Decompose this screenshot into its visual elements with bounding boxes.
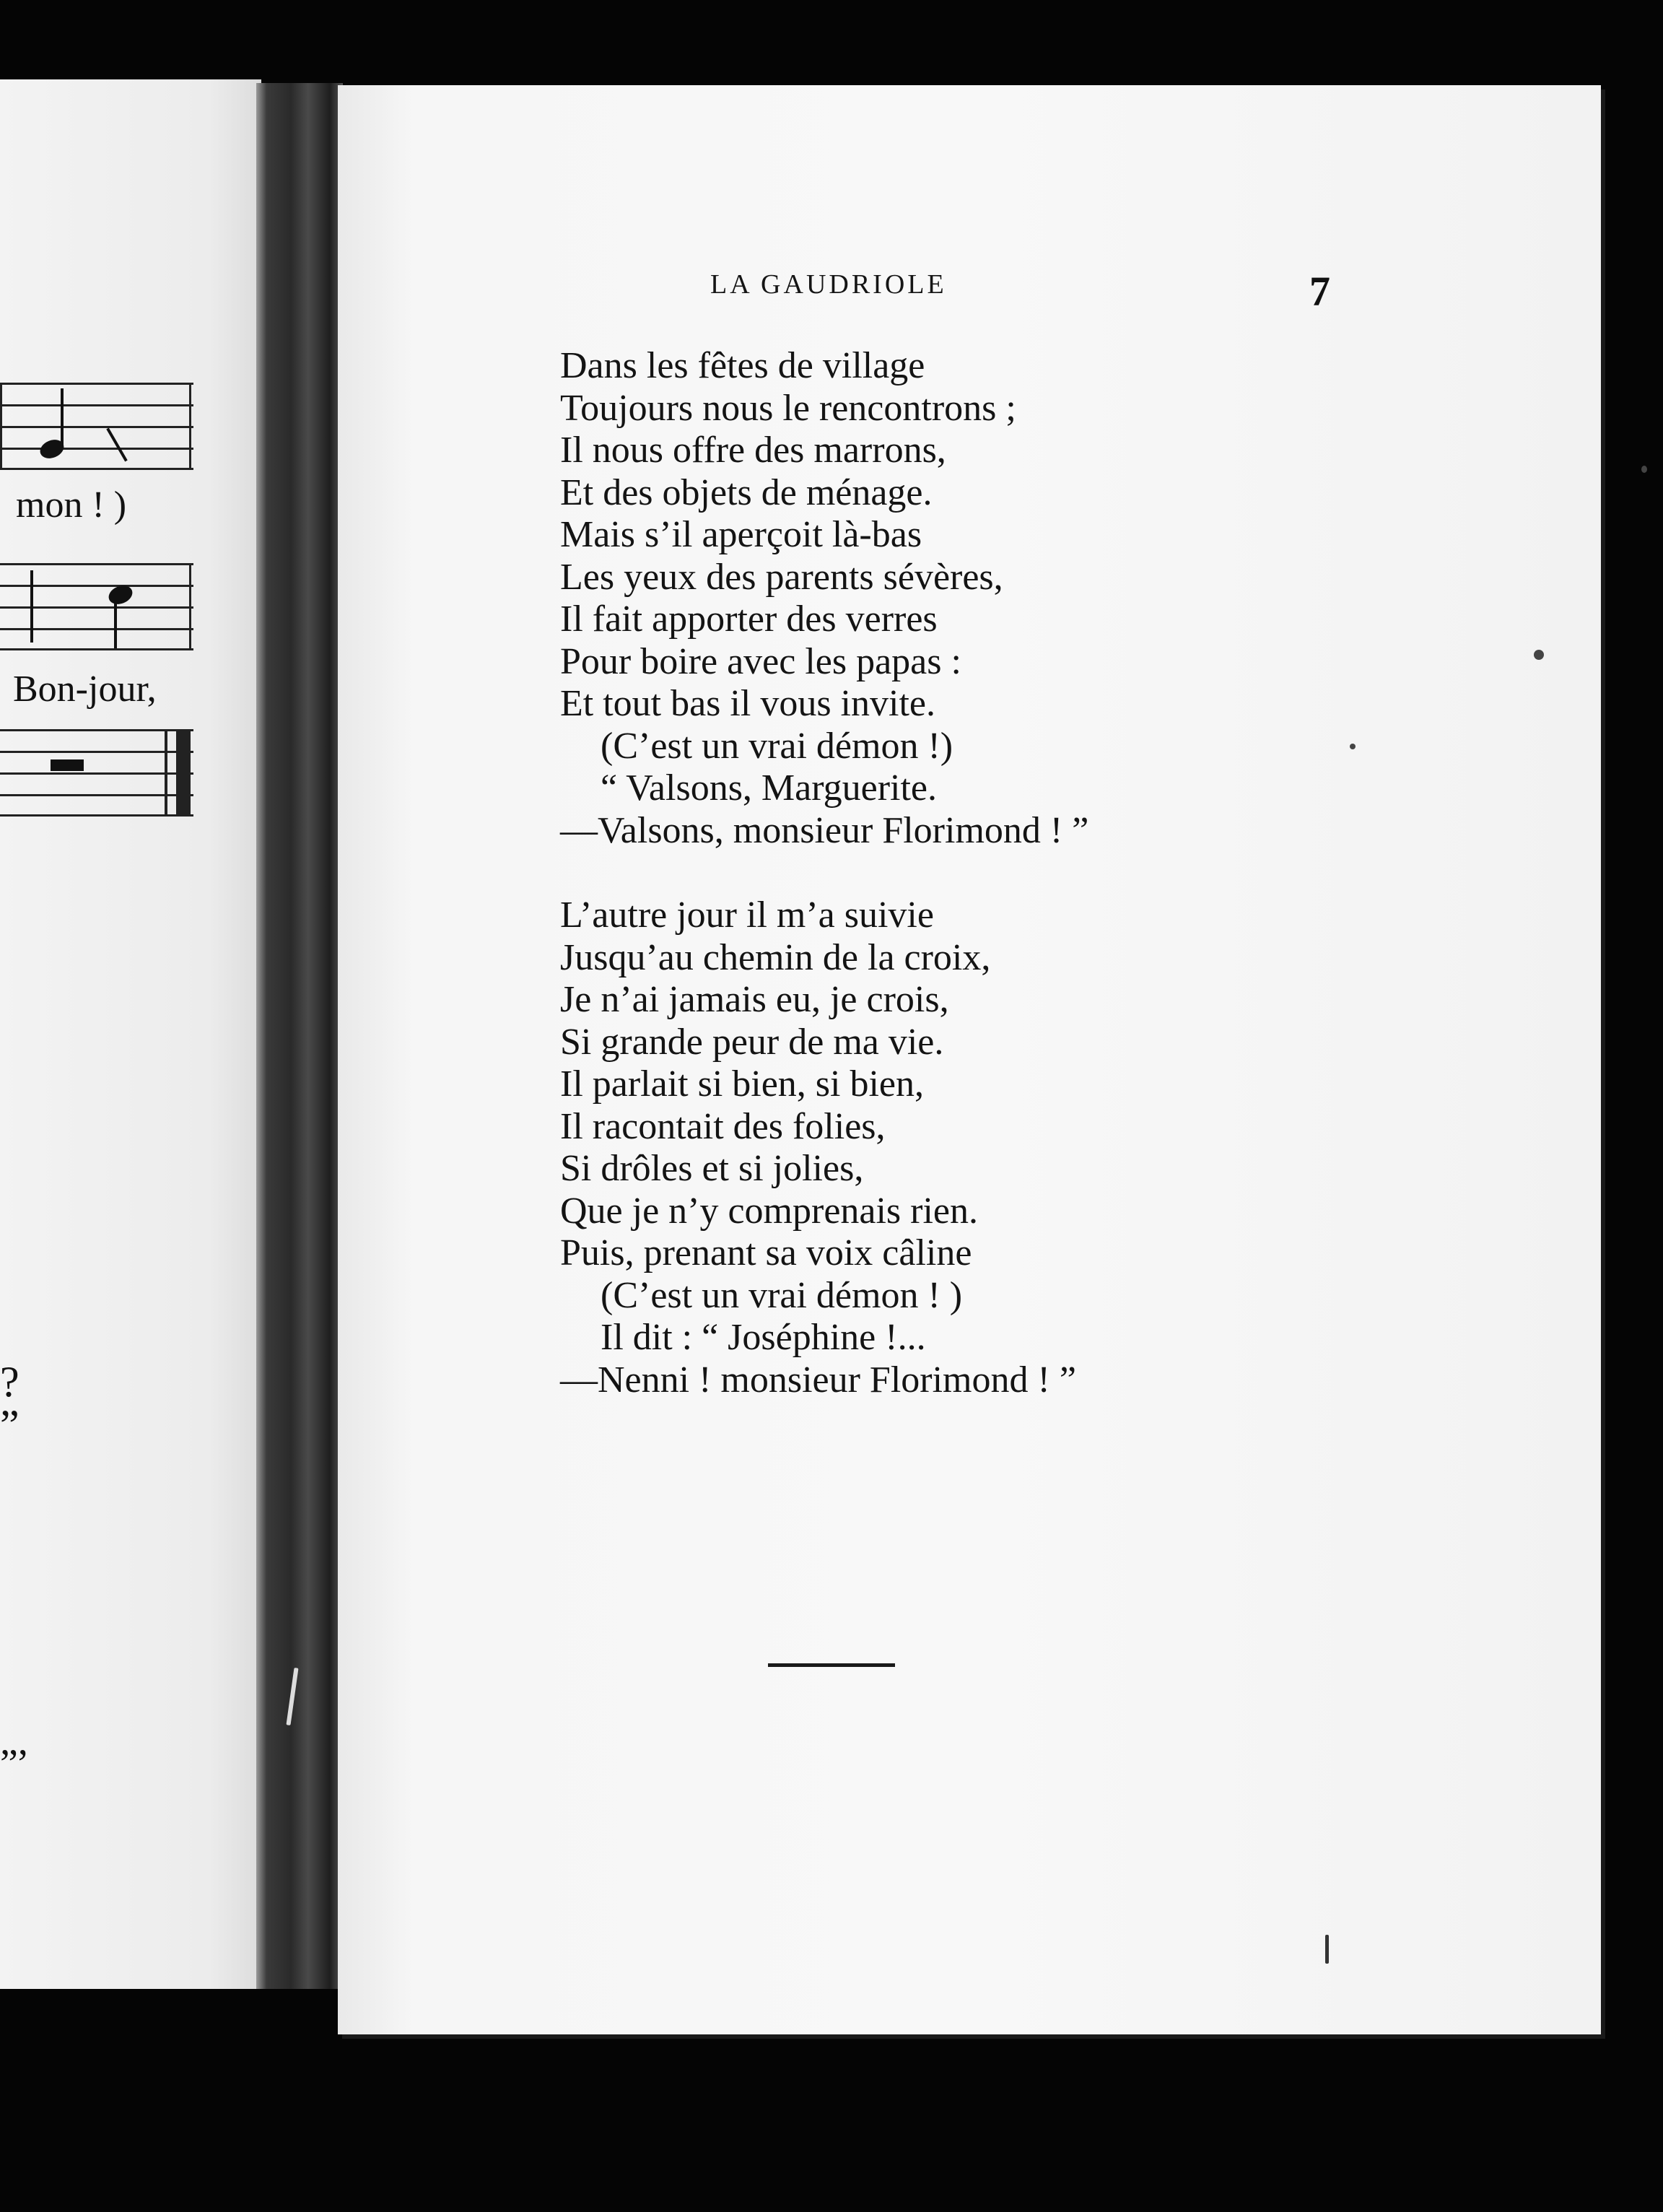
verse-line: Il dit : “ Joséphine !...: [601, 1317, 926, 1358]
stanza-2: [560, 894, 1076, 1401]
verse-line: Que je n’y comprenais rien.: [560, 1190, 979, 1232]
verse-line: Je n’ai jamais eu, je crois,: [560, 979, 949, 1020]
margin-mark: ?: [0, 1358, 19, 1406]
verse-line: Il parlait si bien, si bien,: [560, 1063, 925, 1105]
end-rule: [768, 1663, 895, 1667]
verse-line: Et tout bas il vous invite.: [560, 683, 935, 724]
verse-line: —Nenni ! monsieur Florimond ! ”: [560, 1359, 1076, 1401]
left-lyric: Bon-jour,: [13, 669, 157, 710]
scan-speck: [1325, 1935, 1329, 1964]
verse-line: Dans les fêtes de village: [560, 345, 925, 386]
verse-line: Puis, prenant sa voix câline: [560, 1232, 972, 1273]
running-head: LA GAUDRIOLE: [710, 269, 947, 300]
scan-speck: [1350, 744, 1356, 749]
verse-line: Mais s’il aperçoit là-bas: [560, 514, 922, 555]
left-page-fragment: [0, 79, 261, 1989]
scan-speck: [1534, 650, 1544, 660]
verse-line: Si grande peur de ma vie.: [560, 1021, 944, 1063]
stanza-1: [560, 345, 1088, 852]
verse-line: Il racontait des folies,: [560, 1105, 886, 1147]
verse-line: Jusqu’au chemin de la croix,: [560, 936, 991, 978]
music-staff: [0, 563, 193, 650]
page-number: 7: [1309, 268, 1330, 315]
margin-mark: ”: [0, 1401, 19, 1449]
verse-line: (C’est un vrai démon !): [601, 725, 953, 767]
verse-line: Et des objets de ménage.: [560, 471, 933, 513]
music-staff: [0, 383, 193, 469]
verse-line: Pour boire avec les papas :: [560, 640, 961, 682]
verse-line: L’autre jour il m’a suivie: [560, 894, 934, 936]
verse-line: Il nous offre des marrons,: [560, 430, 946, 471]
verse-line: Toujours nous le rencontrons ;: [560, 387, 1016, 429]
margin-mark: „,: [0, 1719, 28, 1764]
book-gutter: [256, 83, 343, 1989]
verse-line: (C’est un vrai démon ! ): [601, 1274, 963, 1316]
left-lyric: mon ! ): [16, 484, 127, 526]
verse-line: Les yeux des parents sévères,: [560, 556, 1003, 598]
verse-line: —Valsons, monsieur Florimond ! ”: [560, 809, 1089, 851]
scan-speck: [1641, 466, 1647, 473]
verse-line: Si drôles et si jolies,: [560, 1148, 864, 1189]
verse-line: Il fait apporter des verres: [560, 598, 938, 640]
verse-line: “ Valsons, Marguerite.: [601, 767, 937, 809]
music-staff: [0, 729, 193, 816]
